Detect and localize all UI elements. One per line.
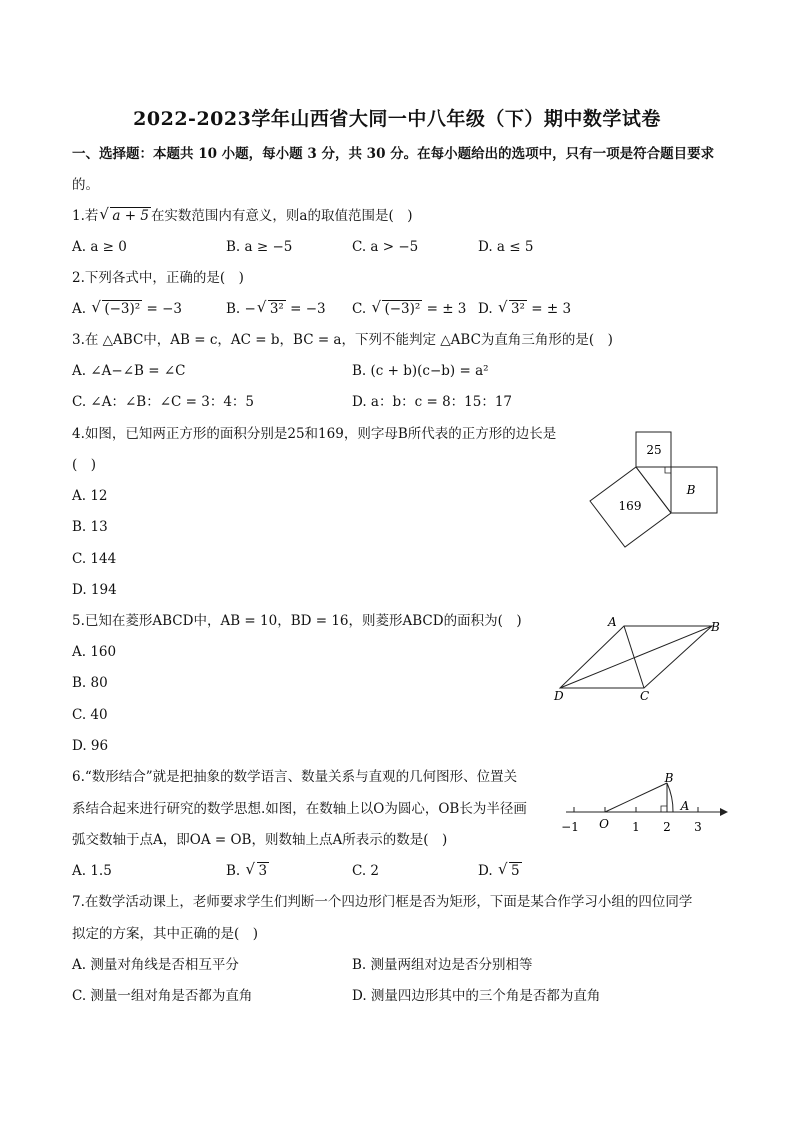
q2-option-b — [226, 300, 326, 318]
q6-b-prefix: B. — [226, 863, 245, 879]
tick-label: 1 — [632, 820, 640, 834]
q2-d-suffix: = ± 3 — [526, 301, 572, 317]
q1-option-c: C. a > −5 — [352, 239, 419, 255]
question-6-stem-cont2: 弧交数轴于点A，即OA = OB，则数轴上点A所表示的数是( ) — [72, 832, 448, 848]
label-169: 169 — [618, 499, 642, 513]
q2-c-suffix: = ± 3 — [422, 301, 467, 317]
q2-a-radicand: (−3)² — [104, 301, 141, 317]
question-4-stem-cont: ( ) — [72, 457, 97, 473]
q6-d-radicand: 5 — [510, 863, 520, 879]
point-a-label: A — [680, 799, 690, 813]
tick-label: 2 — [663, 820, 671, 834]
q2-a-prefix: A. — [72, 301, 91, 317]
q6-option-b — [226, 862, 269, 880]
q7-option-d: D. 测量四边形其中的三个角是否都为直角 — [352, 988, 601, 1004]
question-5-stem: 5.已知在菱形ABCD中，AB = 10，BD = 16，则菱形ABCD的面积为( ) — [72, 613, 522, 629]
q1-radicand: a + 5 — [112, 208, 149, 224]
q1-suffix: 在实数范围内有意义，则a的取值范围是( ) — [150, 208, 413, 224]
q2-d-radicand: 3² — [510, 301, 525, 317]
rhombus-figure — [548, 612, 728, 707]
diagonal-bd — [560, 626, 712, 688]
sqrt-symbol — [91, 300, 142, 318]
tick-label: −1 — [561, 820, 579, 834]
arrow-head-icon — [720, 808, 728, 816]
q7-option-a: A. 测量对角线是否相互平分 — [72, 957, 239, 973]
q2-option-a — [72, 300, 182, 318]
q5-option-c: C. 40 — [72, 707, 108, 723]
sqrt-symbol — [99, 207, 151, 225]
question-2-stem: 2.下列各式中，正确的是( ) — [72, 270, 244, 286]
q5-option-a: A. 160 — [72, 644, 117, 660]
sqrt-symbol — [498, 862, 522, 880]
vertex-a: A — [608, 615, 617, 629]
label-25: 25 — [646, 443, 662, 457]
sqrt-symbol — [371, 300, 422, 318]
q4-option-d: D. 194 — [72, 582, 117, 598]
q1-option-d: D. a ≤ 5 — [478, 239, 534, 255]
question-4-stem: 4.如图，已知两正方形的面积分别是25和169，则字母B所代表的正方形的边长是 — [72, 426, 557, 442]
vertex-c: C — [640, 689, 650, 703]
right-angle-mark — [661, 806, 667, 812]
q6-option-d — [478, 862, 522, 880]
squares-figure — [580, 425, 730, 555]
sqrt-symbol — [257, 300, 286, 318]
q4-option-a: A. 12 — [72, 488, 108, 504]
q3-option-c: C. ∠A：∠B：∠C = 3：4：5 — [72, 394, 255, 410]
question-7-stem-cont: 拟定的方案，其中正确的是( ) — [72, 926, 259, 942]
q4-option-b: B. 13 — [72, 519, 108, 535]
q3-option-a: A. ∠A−∠B = ∠C — [72, 363, 186, 379]
q7-option-b: B. 测量两组对边是否分别相等 — [352, 957, 533, 973]
q2-a-suffix: = −3 — [142, 301, 182, 317]
question-1-stem — [72, 207, 413, 225]
q1-option-a: A. a ≥ 0 — [72, 239, 127, 255]
q5-option-b: B. 80 — [72, 675, 108, 691]
section-instructions: 一、选择题：本题共 10 小题，每小题 3 分，共 30 分。在每小题给出的选项中，只有一项是符合题目要求 — [72, 146, 715, 162]
vertex-d: D — [554, 689, 564, 703]
question-6-stem-cont1: 系结合起来进行研究的数学思想.如图，在数轴上以O为圆心，OB长为半径画 — [72, 801, 527, 817]
q2-b-suffix: = −3 — [285, 301, 326, 317]
right-angle-mark — [665, 467, 671, 473]
diagonal-ac — [624, 626, 644, 688]
q5-option-d: D. 96 — [72, 738, 109, 754]
q2-c-radicand: (−3)² — [384, 301, 421, 317]
question-6-stem: 6.“数形结合”就是把抽象的数学语言、数量关系与直观的几何图形、位置关 — [72, 769, 518, 785]
point-o-label: O — [599, 817, 609, 831]
q2-b-radicand: 3² — [269, 301, 284, 317]
label-b: B — [686, 483, 696, 497]
q6-d-prefix: D. — [478, 863, 497, 879]
vertex-b: B — [711, 620, 720, 634]
tick-label: 3 — [694, 820, 702, 834]
question-3-stem: 3.在 △ABC中，AB = c，AC = b，BC = a，下列不能判定 △ABC为直角三角形的是( ) — [72, 332, 613, 348]
question-7-stem: 7.在数学活动课上，老师要求学生们判断一个四边形门框是否为矩形，下面是某合作学习小组的四位同学 — [72, 894, 693, 910]
q1-prefix: 1.若 — [72, 208, 99, 224]
q2-option-d — [478, 300, 571, 318]
q6-option-c: C. 2 — [352, 863, 380, 879]
q2-d-prefix: D. — [478, 301, 497, 317]
q2-c-prefix: C. — [352, 301, 371, 317]
page-title: 2022-2023学年山西省大同一中八年级（下）期中数学试卷 — [133, 108, 661, 130]
q2-option-c — [352, 300, 466, 318]
q4-option-c: C. 144 — [72, 551, 117, 567]
q7-option-c: C. 测量一组对角是否都为直角 — [72, 988, 253, 1004]
number-line-figure — [560, 768, 730, 838]
sqrt-symbol — [246, 862, 270, 880]
q2-b-prefix: B. − — [226, 301, 256, 317]
sqrt-symbol — [498, 300, 527, 318]
q6-option-a: A. 1.5 — [72, 863, 112, 879]
q3-option-b: B. (c + b)(c−b) = a² — [352, 363, 489, 379]
q1-option-b: B. a ≥ −5 — [226, 239, 293, 255]
q6-b-radicand: 3 — [258, 863, 268, 879]
point-b-label: B — [664, 771, 674, 785]
arc-ob — [667, 783, 673, 812]
section-instructions-cont: 的。 — [72, 177, 99, 193]
q3-option-d: D. a：b：c = 8：15：17 — [352, 394, 513, 410]
